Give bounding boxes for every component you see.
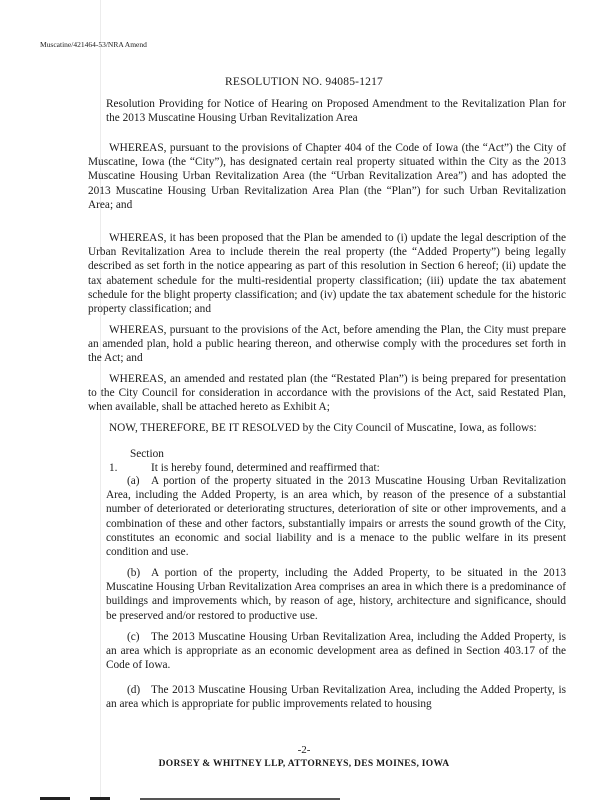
section-label: Section 1.	[109, 448, 164, 475]
item-label: (c)	[127, 631, 140, 643]
item-text: The 2013 Muscatine Housing Urban Revitalization Area, including the Added Property, is an area which is appropriate as an economic development area as defined in Section 403.17 of the Code of Iowa.	[106, 631, 566, 672]
item-b	[106, 566, 566, 623]
whereas-paragraph-3: WHEREAS, pursuant to the provisions of the Act, before amending the Plan, the City must prepare an amended plan, hold a public hearing thereon, and otherwise comply with the procedures set forth in the Act; and	[88, 324, 566, 365]
item-text: The 2013 Muscatine Housing Urban Revitalization Area, including the Added Property, is an area which is appropriate for public improvements related to housing	[106, 684, 566, 711]
whereas-paragraph-2: WHEREAS, it has been proposed that the Plan be amended to (i) update the legal description of the Urban Revitalization Area to include therein the real property (the “Added Property”) being legally described as set forth in the notice appearing as part of this resolution in Section 6 hereof; (ii) update the tax abatement schedule for the multi-residential property classification; (iii) update the tax abatement schedule for the blight property classification; and (iv) update the tax abatement schedule for the historic property classification; and	[88, 232, 566, 316]
item-c	[106, 630, 566, 673]
item-a	[106, 474, 566, 559]
footer-firm: DORSEY & WHITNEY LLP, ATTORNEYS, DES MOINES, IOWA	[158, 759, 450, 769]
resolution-title: RESOLUTION NO. 94085-1217	[224, 76, 383, 88]
item-text: A portion of the property situated in the 2013 Muscatine Housing Urban Revitalization Area, including the Added Property, is an area which, by reason of the presence of a substantial number of deteriorated or deteriorating structures, deterioration of site or other improvements, and a combination of these and other factors, substantially impairs or arrests the sound growth of the City, constitutes an economic and social liability and is a menace to the public welfare in its present condition and use.	[106, 475, 566, 559]
section-text: It is hereby found, determined and reaffirmed that:	[151, 462, 380, 475]
item-label: (b)	[127, 567, 141, 579]
whereas-paragraph-1: WHEREAS, pursuant to the provisions of Chapter 404 of the Code of Iowa (the “Act”) the City of Muscatine, Iowa (the “City”), has designated certain real property situated within the City as the 2013 Muscatine Housing Urban Revitalization Area (the “Urban Revitalization Area”) and has adopted the 2013 Muscatine Housing Urban Revitalization Area Plan (the “Plan”) for such Urban Revitalization Area; and	[88, 142, 566, 211]
item-d	[106, 683, 566, 711]
section-1	[88, 447, 566, 475]
document-reference: Muscatine/421464-53/NRA Amend	[40, 40, 147, 49]
item-label: (d)	[127, 684, 141, 696]
item-text: A portion of the property, including the Added Property, to be situated in the 2013 Muscatine Housing Urban Revitalization Area comprises an area in which there is a predominance of buildings and improvements which, by reason of age, history, architecture and significance, should be preserved and/or restored to productive use.	[106, 567, 566, 622]
whereas-paragraph-4: WHEREAS, an amended and restated plan (the “Restated Plan”) is being prepared for presentation to the City Council for consideration in accordance with the provisions of the Act, said Restated Plan, when available, shall be attached hereto as Exhibit A;	[88, 373, 566, 414]
resolution-subtitle: Resolution Providing for Notice of Hearing on Proposed Amendment to the Revitalization Plan for the 2013 Muscatine Housing Urban Revitalization Area	[106, 98, 566, 125]
page-number: -2-	[297, 744, 311, 756]
item-label: (a)	[127, 475, 140, 487]
resolved-paragraph: NOW, THEREFORE, BE IT RESOLVED by the City Council of Muscatine, Iowa, as follows:	[109, 422, 537, 434]
